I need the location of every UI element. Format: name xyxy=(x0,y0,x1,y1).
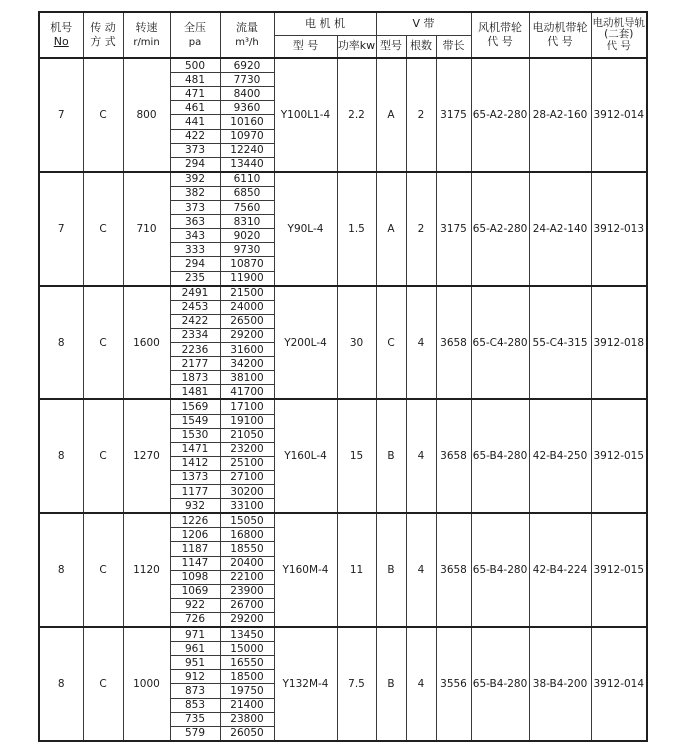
flow-cell: 15050 xyxy=(220,513,274,528)
motor-model-cell: Y200L-4 xyxy=(274,286,337,400)
vbelt-count-cell: 2 xyxy=(406,58,436,172)
vbelt-count-cell: 4 xyxy=(406,286,436,400)
pressure-cell: 373 xyxy=(170,143,220,157)
flow-cell: 16550 xyxy=(220,656,274,670)
flow-cell: 9360 xyxy=(220,101,274,115)
flow-cell: 23800 xyxy=(220,712,274,726)
flow-cell: 31600 xyxy=(220,343,274,357)
speed-cell: 1000 xyxy=(123,627,170,741)
pressure-cell: 1206 xyxy=(170,528,220,542)
flow-cell: 20400 xyxy=(220,556,274,570)
motor-rail-cell: 3912-014 xyxy=(591,627,647,741)
motor-rail-cell: 3912-015 xyxy=(591,399,647,513)
fan-pulley-cell: 65-B4-280 xyxy=(471,627,529,741)
speed-cell: 1120 xyxy=(123,513,170,627)
vbelt-length-cell: 3175 xyxy=(436,58,471,172)
pressure-cell: 1373 xyxy=(170,470,220,484)
flow-cell: 9730 xyxy=(220,243,274,257)
header-motor-pulley-line2: 代 号 xyxy=(547,35,573,48)
flow-cell: 30200 xyxy=(220,485,274,499)
motor-pulley-cell: 42-B4-224 xyxy=(529,513,591,627)
drive-mode-cell: C xyxy=(83,172,123,286)
pressure-cell: 500 xyxy=(170,58,220,73)
flow-cell: 6850 xyxy=(220,186,274,200)
header-drive-mode xyxy=(83,12,123,58)
motor-model-cell: Y160L-4 xyxy=(274,399,337,513)
spec-table-body xyxy=(39,58,647,741)
pressure-cell: 422 xyxy=(170,129,220,143)
flow-cell: 18500 xyxy=(220,670,274,684)
machine-no-cell: 8 xyxy=(39,399,83,513)
fan-pulley-cell: 65-B4-280 xyxy=(471,513,529,627)
drive-mode-cell: C xyxy=(83,58,123,172)
pressure-cell: 2334 xyxy=(170,328,220,342)
header-machine-no xyxy=(39,12,83,58)
fan-pulley-cell: 65-C4-280 xyxy=(471,286,529,400)
vbelt-model-cell: A xyxy=(376,58,406,172)
header-motor-rail-line3: 代 号 xyxy=(606,39,631,52)
pressure-cell: 579 xyxy=(170,726,220,741)
pressure-cell: 2177 xyxy=(170,357,220,371)
pressure-cell: 873 xyxy=(170,684,220,698)
pressure-cell: 2491 xyxy=(170,286,220,301)
flow-cell: 19750 xyxy=(220,684,274,698)
speed-cell: 800 xyxy=(123,58,170,172)
header-motor-rail-line1: 电动机导轨 xyxy=(592,17,646,30)
flow-cell: 22100 xyxy=(220,570,274,584)
flow-cell: 29200 xyxy=(220,328,274,342)
pressure-cell: 1530 xyxy=(170,428,220,442)
flow-cell: 10870 xyxy=(220,257,274,271)
flow-cell: 17100 xyxy=(220,399,274,414)
pressure-cell: 735 xyxy=(170,712,220,726)
speed-cell: 710 xyxy=(123,172,170,286)
vbelt-model-cell: A xyxy=(376,172,406,286)
header-motor-pulley xyxy=(529,12,591,58)
pressure-cell: 1471 xyxy=(170,442,220,456)
pressure-cell: 971 xyxy=(170,627,220,642)
header-vbelt-length: 带长 xyxy=(436,35,471,58)
machine-no-cell: 8 xyxy=(39,627,83,741)
speed-cell: 1270 xyxy=(123,399,170,513)
pressure-cell: 922 xyxy=(170,598,220,612)
spec-table xyxy=(38,11,648,742)
pressure-cell: 363 xyxy=(170,215,220,229)
flow-cell: 41700 xyxy=(220,385,274,400)
flow-cell: 33100 xyxy=(220,499,274,514)
motor-model-cell: Y160M-4 xyxy=(274,513,337,627)
pressure-cell: 333 xyxy=(170,243,220,257)
vbelt-length-cell: 3556 xyxy=(436,627,471,741)
header-vbelt-count: 根数 xyxy=(406,35,436,58)
pressure-cell: 1147 xyxy=(170,556,220,570)
flow-cell: 38100 xyxy=(220,371,274,385)
machine-no-cell: 8 xyxy=(39,513,83,627)
pressure-cell: 951 xyxy=(170,656,220,670)
flow-cell: 7730 xyxy=(220,73,274,87)
flow-cell: 25100 xyxy=(220,456,274,470)
pressure-cell: 481 xyxy=(170,73,220,87)
header-motor-group: 电 机 机 xyxy=(274,12,376,35)
flow-cell: 8310 xyxy=(220,215,274,229)
spec-row xyxy=(39,399,647,414)
header-pressure xyxy=(170,12,220,58)
fan-pulley-cell: 65-A2-280 xyxy=(471,172,529,286)
header-machine-no-line2: No xyxy=(53,35,69,48)
machine-no-cell: 7 xyxy=(39,58,83,172)
vbelt-count-cell: 4 xyxy=(406,399,436,513)
header-motor-model: 型 号 xyxy=(274,35,337,58)
header-speed-line1: 转速 xyxy=(135,21,158,35)
header-flow xyxy=(220,12,274,58)
spec-table-header xyxy=(39,12,647,58)
flow-cell: 15000 xyxy=(220,642,274,656)
vbelt-length-cell: 3658 xyxy=(436,399,471,513)
motor-rail-cell: 3912-013 xyxy=(591,172,647,286)
motor-power-cell: 30 xyxy=(337,286,376,400)
pressure-cell: 1187 xyxy=(170,542,220,556)
pressure-cell: 343 xyxy=(170,229,220,243)
pressure-cell: 471 xyxy=(170,87,220,101)
pressure-cell: 1569 xyxy=(170,399,220,414)
flow-cell: 6920 xyxy=(220,58,274,73)
vbelt-model-cell: B xyxy=(376,399,406,513)
motor-model-cell: Y132M-4 xyxy=(274,627,337,741)
pressure-cell: 1098 xyxy=(170,570,220,584)
pressure-cell: 1226 xyxy=(170,513,220,528)
motor-power-cell: 15 xyxy=(337,399,376,513)
pressure-cell: 932 xyxy=(170,499,220,514)
pressure-cell: 1069 xyxy=(170,584,220,598)
flow-cell: 21400 xyxy=(220,698,274,712)
motor-pulley-cell: 28-A2-160 xyxy=(529,58,591,172)
drive-mode-cell: C xyxy=(83,627,123,741)
flow-cell: 6110 xyxy=(220,172,274,187)
header-motor-rail xyxy=(591,12,647,58)
header-pressure-line1: 全压 xyxy=(184,21,206,35)
header-drive-line2: 方 式 xyxy=(90,35,116,48)
pressure-cell: 294 xyxy=(170,257,220,271)
flow-cell: 21500 xyxy=(220,286,274,301)
vbelt-count-cell: 4 xyxy=(406,627,436,741)
spec-row xyxy=(39,172,647,187)
flow-cell: 19100 xyxy=(220,414,274,428)
motor-power-cell: 7.5 xyxy=(337,627,376,741)
pressure-cell: 1481 xyxy=(170,385,220,400)
fan-pulley-cell: 65-A2-280 xyxy=(471,58,529,172)
pressure-cell: 2236 xyxy=(170,343,220,357)
motor-pulley-cell: 42-B4-250 xyxy=(529,399,591,513)
pressure-cell: 2453 xyxy=(170,300,220,314)
flow-cell: 7560 xyxy=(220,201,274,215)
spec-row xyxy=(39,58,647,73)
flow-cell: 11900 xyxy=(220,271,274,286)
motor-rail-cell: 3912-018 xyxy=(591,286,647,400)
flow-cell: 26700 xyxy=(220,598,274,612)
flow-cell: 8400 xyxy=(220,87,274,101)
pressure-cell: 961 xyxy=(170,642,220,656)
flow-cell: 26500 xyxy=(220,314,274,328)
motor-pulley-cell: 55-C4-315 xyxy=(529,286,591,400)
pressure-cell: 2422 xyxy=(170,314,220,328)
machine-no-cell: 8 xyxy=(39,286,83,400)
pressure-cell: 373 xyxy=(170,201,220,215)
vbelt-count-cell: 4 xyxy=(406,513,436,627)
pressure-cell: 853 xyxy=(170,698,220,712)
motor-pulley-cell: 24-A2-140 xyxy=(529,172,591,286)
header-vbelt-model: 型号 xyxy=(376,35,406,58)
pressure-cell: 441 xyxy=(170,115,220,129)
vbelt-length-cell: 3658 xyxy=(436,513,471,627)
header-drive-line1: 传 动 xyxy=(90,20,116,34)
drive-mode-cell: C xyxy=(83,399,123,513)
flow-cell: 10160 xyxy=(220,115,274,129)
header-pressure-unit: pa xyxy=(188,36,202,48)
header-motor-rail-line2: (二套) xyxy=(604,28,634,41)
pressure-cell: 392 xyxy=(170,172,220,187)
pressure-cell: 1177 xyxy=(170,485,220,499)
flow-cell: 21050 xyxy=(220,428,274,442)
pressure-cell: 294 xyxy=(170,157,220,172)
flow-cell: 23200 xyxy=(220,442,274,456)
flow-cell: 29200 xyxy=(220,612,274,627)
motor-model-cell: Y90L-4 xyxy=(274,172,337,286)
vbelt-count-cell: 2 xyxy=(406,172,436,286)
motor-pulley-cell: 38-B4-200 xyxy=(529,627,591,741)
pressure-cell: 235 xyxy=(170,271,220,286)
flow-cell: 13450 xyxy=(220,627,274,642)
header-flow-line1: 流量 xyxy=(236,21,258,35)
speed-cell: 1600 xyxy=(123,286,170,400)
flow-cell: 27100 xyxy=(220,470,274,484)
header-motor-power: 功率kw xyxy=(337,35,376,58)
pressure-cell: 726 xyxy=(170,612,220,627)
header-speed xyxy=(123,12,170,58)
motor-rail-cell: 3912-015 xyxy=(591,513,647,627)
header-machine-no-line1: 机号 xyxy=(50,20,73,34)
flow-cell: 10970 xyxy=(220,129,274,143)
header-fan-pulley xyxy=(471,12,529,58)
drive-mode-cell: C xyxy=(83,286,123,400)
header-fan-pulley-line1: 风机带轮 xyxy=(478,20,523,34)
motor-model-cell: Y100L1-4 xyxy=(274,58,337,172)
drive-mode-cell: C xyxy=(83,513,123,627)
header-flow-unit: m³/h xyxy=(235,36,259,48)
pressure-cell: 382 xyxy=(170,186,220,200)
header-fan-pulley-line2: 代 号 xyxy=(487,35,513,48)
flow-cell: 24000 xyxy=(220,300,274,314)
vbelt-model-cell: B xyxy=(376,513,406,627)
flow-cell: 34200 xyxy=(220,357,274,371)
pressure-cell: 912 xyxy=(170,670,220,684)
spec-row xyxy=(39,286,647,301)
pressure-cell: 461 xyxy=(170,101,220,115)
machine-no-cell: 7 xyxy=(39,172,83,286)
flow-cell: 26050 xyxy=(220,726,274,741)
flow-cell: 16800 xyxy=(220,528,274,542)
motor-rail-cell: 3912-014 xyxy=(591,58,647,172)
vbelt-length-cell: 3658 xyxy=(436,286,471,400)
motor-power-cell: 11 xyxy=(337,513,376,627)
header-vbelt-group: V 带 xyxy=(376,12,471,35)
vbelt-model-cell: C xyxy=(376,286,406,400)
flow-cell: 23900 xyxy=(220,584,274,598)
header-speed-unit: r/min xyxy=(133,36,160,48)
vbelt-length-cell: 3175 xyxy=(436,172,471,286)
motor-power-cell: 2.2 xyxy=(337,58,376,172)
pressure-cell: 1873 xyxy=(170,371,220,385)
flow-cell: 12240 xyxy=(220,143,274,157)
header-motor-pulley-line1: 电动机带轮 xyxy=(532,20,588,34)
flow-cell: 9020 xyxy=(220,229,274,243)
pressure-cell: 1412 xyxy=(170,456,220,470)
spec-row xyxy=(39,627,647,642)
fan-pulley-cell: 65-B4-280 xyxy=(471,399,529,513)
pressure-cell: 1549 xyxy=(170,414,220,428)
motor-power-cell: 1.5 xyxy=(337,172,376,286)
flow-cell: 18550 xyxy=(220,542,274,556)
spec-row xyxy=(39,513,647,528)
vbelt-model-cell: B xyxy=(376,627,406,741)
flow-cell: 13440 xyxy=(220,157,274,172)
